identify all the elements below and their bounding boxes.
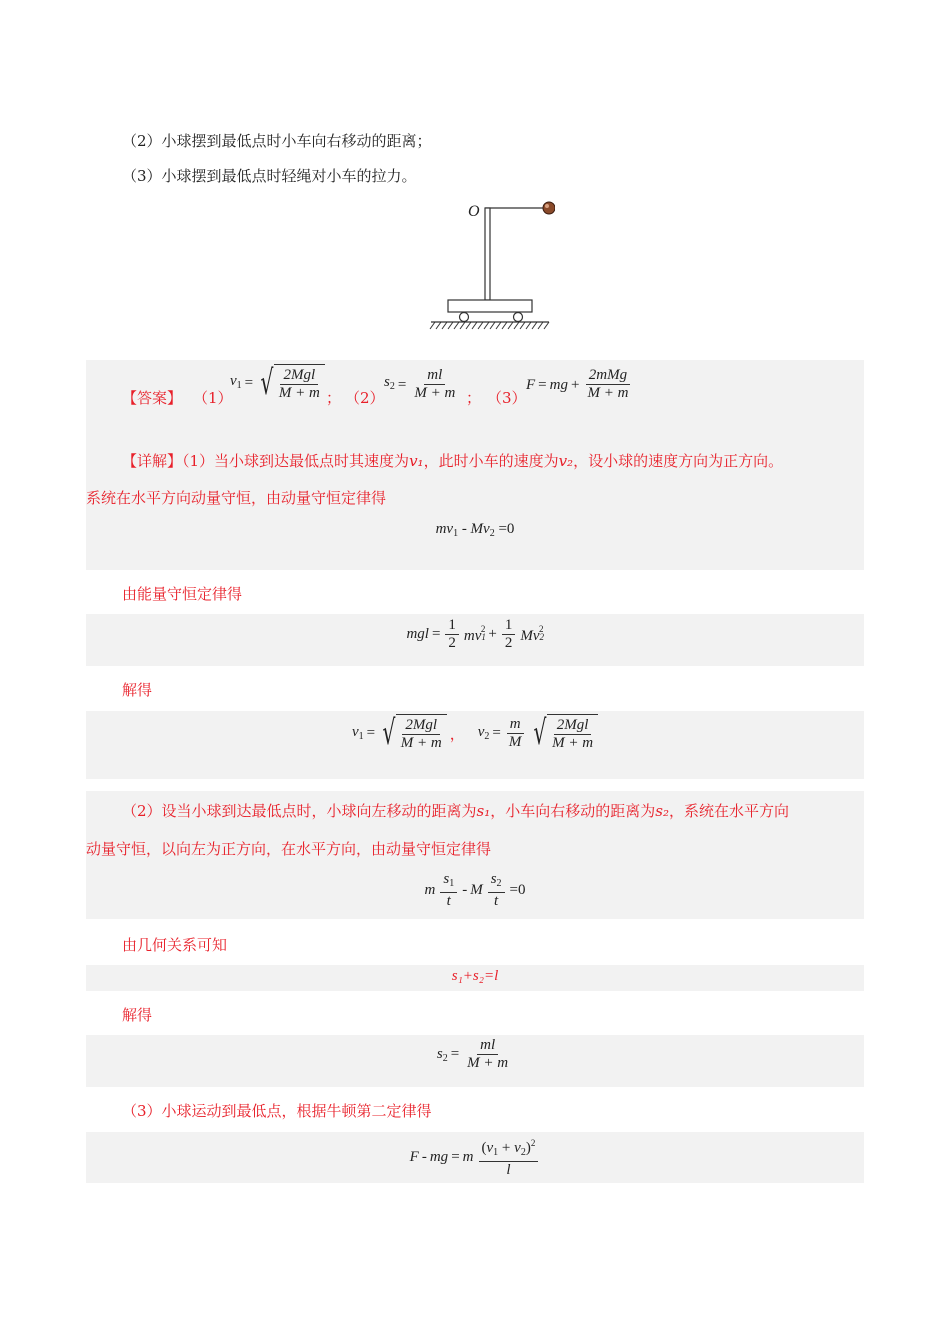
s2-solution: $s_2$ = $\frac{ml}{M + m}$ bbox=[436, 1037, 509, 1071]
geometry-text: 由几何关系可知 bbox=[122, 936, 228, 954]
answer-part2-label: （2） bbox=[345, 389, 385, 407]
answer-tag: 【答案】 bbox=[122, 389, 183, 407]
pendulum-cart-figure bbox=[425, 195, 555, 335]
newton-second-law-equation: F - mg = m $\frac{(v_1 + v_2)^2}{l}$ bbox=[0, 1135, 950, 1179]
detail-line-2: 系统在水平方向动量守恒，由动量守恒定律得 bbox=[86, 489, 387, 507]
answer-sep-2: ； bbox=[466, 389, 482, 407]
momentum-equation: $mv_1 - Mv_2 =0$ bbox=[435, 521, 515, 539]
solve-text-2: 解得 bbox=[122, 1006, 153, 1024]
energy-equation: mgl = $\frac{1}{2}$ $mv1^2$ + $\frac{1}{2}$ $Mv2^2$ bbox=[406, 617, 545, 651]
velocity-solutions: $v_1$ = √ $\frac{\text{2Mgl}}{M + m}$ ， $v_2$ = $\frac{m}{M}$ √ $\frac{\text{2Mgl}}{M + m}$ bbox=[0, 714, 950, 752]
pole bbox=[485, 208, 490, 300]
ball bbox=[543, 202, 555, 214]
geometry-equation: s₁+s₂=l bbox=[451, 968, 499, 984]
answer-sep-1: ； bbox=[326, 389, 342, 407]
displacement-momentum-equation: m $\frac{s_1}{t}$ - M $\frac{s_2}{t}$ =0 bbox=[424, 871, 526, 909]
energy-text: 由能量守恒定律得 bbox=[122, 585, 243, 603]
detail-tag: 【详解】 bbox=[122, 452, 183, 470]
part3-text: （3）小球运动到最低点，根据牛顿第二定律得 bbox=[122, 1102, 432, 1120]
solve-text-1: 解得 bbox=[122, 681, 153, 699]
part2-line-2: 动量守恒，以向左为正方向，在水平方向，由动量守恒定律得 bbox=[86, 840, 492, 858]
answer-part3-label: （3） bbox=[487, 389, 527, 407]
detail-line-1: 【详解】（1）当小球到达最低点时其速度为v₁，此时小车的速度为v₂，设小球的速度方向为正方向。 bbox=[122, 452, 784, 470]
cart-body bbox=[448, 300, 532, 312]
part2-line-1: （2）设当小球到达最低点时，小球向左移动的距离为s₁，小车向右移动的距离为s₂，系统在水平方向 bbox=[122, 802, 790, 820]
question-3: （3）小球摆到最低点时轻绳对小车的拉力。 bbox=[122, 167, 417, 185]
answer-part1-label: （1） bbox=[193, 389, 233, 407]
question-2: （2）小球摆到最低点时小车向右移动的距离； bbox=[122, 132, 432, 150]
answer-formula-2: $s_2$ = $\frac{ml}{M + m}$ bbox=[384, 367, 456, 401]
answer-formula-1: $v_1$ = √ $\frac{\text{2Mgl}}{M + m}$ bbox=[230, 364, 325, 402]
pivot-label: O bbox=[468, 203, 480, 220]
wheel-left bbox=[460, 313, 469, 322]
answer-formula-3: F = mg + $\frac{\text{2mMg}}{M + m}$ bbox=[526, 367, 629, 401]
wheel-right bbox=[514, 313, 523, 322]
